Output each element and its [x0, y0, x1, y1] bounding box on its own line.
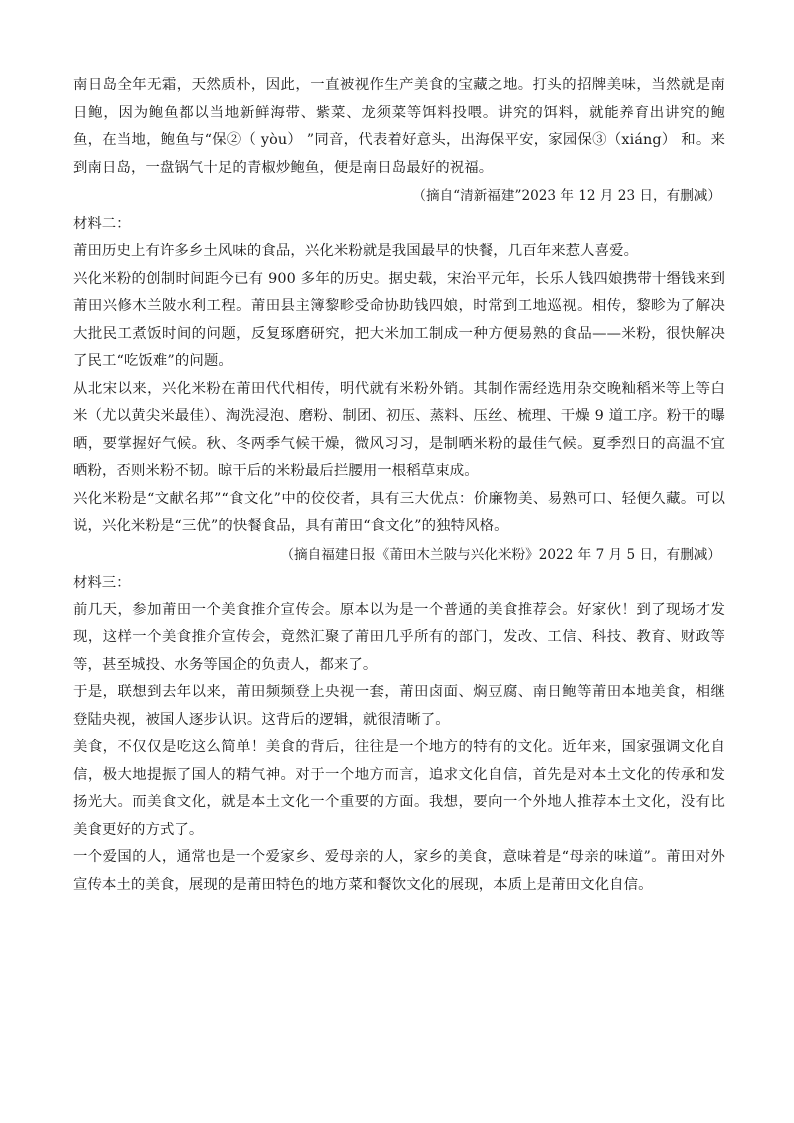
material2-paragraph-3: 从北宋以来，兴化米粉在莆田代代相传，明代就有米粉外销。其制作需经选用杂交晚籼稻米等上等白米（尤以黄尖米最佳）、淘洗浸泡、磨粉、制团、初压、蒸料、压丝、梳理、干燥 9 道工序。粉干的曝晒，要掌握好气候。秋、冬两季气候干燥，微风习习，是制晒米粉的最佳气候。夏季烈日的高温不宜晒粉，否则米粉不韧。晾干后的米粉最后拦腰用一根稻草束成。 — [73, 380, 725, 479]
material2-paragraph-1: 莆田历史上有许多乡土风味的食品，兴化米粉就是我国最早的快餐，几百年来惹人喜爱。 — [73, 243, 639, 259]
material2-source: （摘自福建日报《莆田木兰陂与兴化米粉》2022 年 7 月 5 日，有删减） — [280, 546, 721, 563]
material2-label: 材料二： — [73, 216, 131, 232]
material3-paragraph-3: 美食，不仅仅是吃这么简单！美食的背后，往往是一个地方的特有的文化。近年来，国家强调文化自信，极大地提振了国人的精气神。对于一个地方而言，追求文化自信，首先是对本土文化的传承和发扬光大。而美食文化，就是本土文化一个重要的方面。我想，要向一个外地人推荐本土文化，没有比美食更好的方式了。 — [73, 739, 725, 838]
material3-paragraph-1: 前几天，参加莆田一个美食推介宣传会。原本以为是一个普通的美食推荐会。好家伙！到了现场才发现，这样一个美食推介宣传会，竟然汇聚了莆田几乎所有的部门，发改、工信、科技、教育、财政等等，甚至城投、水务等国企的负责人，都来了。 — [73, 601, 725, 673]
material3-paragraph-2: 于是，联想到去年以来，莆田频频登上央视一套，莆田卤面、焖豆腐、南日鲍等莆田本地美食，相继登陆央视，被国人逐步认识。这背后的逻辑，就很清晰了。 — [73, 684, 725, 728]
document-content — [73, 72, 725, 899]
material2-paragraph-4: 兴化米粉是“文献名邦”“食文化”中的佼佼者，具有三大优点：价廉物美、易熟可口、轻便久藏。可以说，兴化米粉是“三优”的快餐食品，具有莆田“食文化”的独特风格。 — [73, 490, 725, 534]
material3-label: 材料三： — [73, 574, 131, 591]
material2-paragraph-2: 兴化米粉的创制时间距今已有 900 多年的历史。据史载，宋治平元年，长乐人钱四娘携带十缗钱来到莆田兴修木兰陂水利工程。莆田县主簿黎畛受命协助钱四娘，时常到工地巡视。相传，黎畛为了解决大批民工煮饭时间的问题，反复琢磨研究，把大米加工制成一种方便易熟的食品——米粉，很快解决了民工“吃饭难”的问题。 — [73, 270, 725, 369]
material1-source: （摘自“清新福建”2023 年 12 月 23 日，有删减） — [412, 188, 721, 204]
material1-paragraph: 南日岛全年无霜，天然质朴，因此，一直被视作生产美食的宝藏之地。打头的招牌美味，当然就是南日鲍，因为鲍鱼都以当地新鲜海带、紫菜、龙须菜等饵料投喂。讲究的饵料，就能养育出讲究的鲍鱼，在当地，鲍鱼与“保②（ yòu） ”同音，代表着好意头，出海保平安，家园保③（xiáng） 和。来到南日岛，一盘锅气十足的青椒炒鲍鱼，便是南日岛最好的祝福。 — [73, 77, 725, 176]
material3-paragraph-4: 一个爱国的人，通常也是一个爱家乡、爱母亲的人，家乡的美食，意味着是“母亲的味道”。莆田对外宣传本土的美食，展现的是莆田特色的地方菜和餐饮文化的展现，本质上是莆田文化自信。 — [73, 849, 725, 893]
